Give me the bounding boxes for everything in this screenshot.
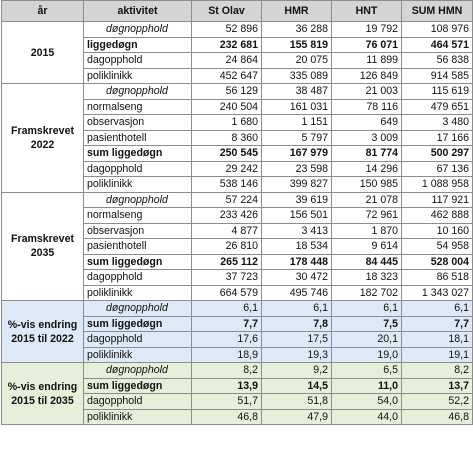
activity-cell: sum liggedøgn — [84, 316, 192, 332]
st-olav-cell: 57 224 — [192, 192, 262, 208]
sum-hmn-cell: 7,7 — [402, 316, 473, 332]
activity-cell: dagopphold — [84, 161, 192, 177]
sum-hmn-cell: 462 888 — [402, 208, 473, 224]
st-olav-cell: 24 864 — [192, 53, 262, 69]
activity-cell: sum liggedøgn — [84, 254, 192, 270]
header-sum-hmn: SUM HMN — [402, 1, 473, 22]
hmr-cell: 39 619 — [262, 192, 332, 208]
sum-hmn-cell: 117 921 — [402, 192, 473, 208]
hmr-cell: 18 534 — [262, 239, 332, 255]
sum-hmn-cell: 8,2 — [402, 363, 473, 379]
group-label: %-vis endring 2015 til 2022 — [2, 301, 84, 363]
sum-hmn-cell: 54 958 — [402, 239, 473, 255]
st-olav-cell: 452 647 — [192, 68, 262, 84]
hnt-cell: 1 870 — [332, 223, 402, 239]
sum-hmn-cell: 19,1 — [402, 347, 473, 363]
hnt-cell: 78 116 — [332, 99, 402, 115]
activity-cell: liggedøgn — [84, 37, 192, 53]
st-olav-cell: 13,9 — [192, 378, 262, 394]
activity-cell: døgnopphold — [84, 192, 192, 208]
activity-cell: poliklinikk — [84, 68, 192, 84]
hnt-cell: 9 614 — [332, 239, 402, 255]
table-row — [2, 22, 473, 38]
st-olav-cell: 6,1 — [192, 301, 262, 317]
hnt-cell: 182 702 — [332, 285, 402, 301]
hnt-cell: 649 — [332, 115, 402, 131]
sum-hmn-cell: 67 136 — [402, 161, 473, 177]
hmr-cell: 161 031 — [262, 99, 332, 115]
st-olav-cell: 538 146 — [192, 177, 262, 193]
hmr-cell: 5 797 — [262, 130, 332, 146]
activity-cell: dagopphold — [84, 270, 192, 286]
header-st-olav: St Olav — [192, 1, 262, 22]
activity-cell: observasjon — [84, 223, 192, 239]
activity-cell: døgnopphold — [84, 84, 192, 100]
hmr-cell: 399 827 — [262, 177, 332, 193]
hnt-cell: 14 296 — [332, 161, 402, 177]
header-activity: aktivitet — [84, 1, 192, 22]
group-label: %-vis endring 2015 til 2035 — [2, 363, 84, 425]
hmr-cell: 38 487 — [262, 84, 332, 100]
hmr-cell: 178 448 — [262, 254, 332, 270]
hnt-cell: 44,0 — [332, 409, 402, 425]
hmr-cell: 335 089 — [262, 68, 332, 84]
hnt-cell: 19 792 — [332, 22, 402, 38]
hnt-cell: 11 899 — [332, 53, 402, 69]
sum-hmn-cell: 10 160 — [402, 223, 473, 239]
sum-hmn-cell: 1 343 027 — [402, 285, 473, 301]
sum-hmn-cell: 18,1 — [402, 332, 473, 348]
hmr-cell: 51,8 — [262, 394, 332, 410]
st-olav-cell: 56 129 — [192, 84, 262, 100]
hmr-cell: 14,5 — [262, 378, 332, 394]
sum-hmn-cell: 500 297 — [402, 146, 473, 162]
header-hmr: HMR — [262, 1, 332, 22]
hmr-cell: 19,3 — [262, 347, 332, 363]
hnt-cell: 126 849 — [332, 68, 402, 84]
st-olav-cell: 232 681 — [192, 37, 262, 53]
table-body — [2, 22, 473, 425]
activity-table — [1, 0, 473, 425]
st-olav-cell: 7,7 — [192, 316, 262, 332]
st-olav-cell: 52 896 — [192, 22, 262, 38]
hmr-cell: 47,9 — [262, 409, 332, 425]
header-year: år — [2, 1, 84, 22]
hnt-cell: 6,1 — [332, 301, 402, 317]
hnt-cell: 7,5 — [332, 316, 402, 332]
group-label: Framskrevet 2035 — [2, 192, 84, 301]
table-row — [2, 363, 473, 379]
activity-cell: poliklinikk — [84, 177, 192, 193]
st-olav-cell: 250 545 — [192, 146, 262, 162]
hnt-cell: 21 078 — [332, 192, 402, 208]
hmr-cell: 155 819 — [262, 37, 332, 53]
activity-cell: pasienthotell — [84, 130, 192, 146]
sum-hmn-cell: 479 651 — [402, 99, 473, 115]
hmr-cell: 167 979 — [262, 146, 332, 162]
sum-hmn-cell: 86 518 — [402, 270, 473, 286]
activity-cell: observasjon — [84, 115, 192, 131]
hnt-cell: 19,0 — [332, 347, 402, 363]
header-hnt: HNT — [332, 1, 402, 22]
hmr-cell: 3 413 — [262, 223, 332, 239]
hnt-cell: 84 445 — [332, 254, 402, 270]
sum-hmn-cell: 528 004 — [402, 254, 473, 270]
hnt-cell: 81 774 — [332, 146, 402, 162]
group-label: 2015 — [2, 22, 84, 84]
group-label: Framskrevet 2022 — [2, 84, 84, 193]
hmr-cell: 495 746 — [262, 285, 332, 301]
hnt-cell: 76 071 — [332, 37, 402, 53]
sum-hmn-cell: 108 976 — [402, 22, 473, 38]
activity-cell: dagopphold — [84, 53, 192, 69]
st-olav-cell: 51,7 — [192, 394, 262, 410]
sum-hmn-cell: 56 838 — [402, 53, 473, 69]
activity-cell: poliklinikk — [84, 285, 192, 301]
st-olav-cell: 1 680 — [192, 115, 262, 131]
st-olav-cell: 17,6 — [192, 332, 262, 348]
sum-hmn-cell: 464 571 — [402, 37, 473, 53]
table-row — [2, 301, 473, 317]
activity-cell: dagopphold — [84, 332, 192, 348]
sum-hmn-cell: 914 585 — [402, 68, 473, 84]
activity-cell: sum liggedøgn — [84, 378, 192, 394]
hmr-cell: 7,8 — [262, 316, 332, 332]
hnt-cell: 20,1 — [332, 332, 402, 348]
st-olav-cell: 26 810 — [192, 239, 262, 255]
sum-hmn-cell: 6,1 — [402, 301, 473, 317]
hmr-cell: 30 472 — [262, 270, 332, 286]
activity-cell: døgnopphold — [84, 22, 192, 38]
sum-hmn-cell: 3 480 — [402, 115, 473, 131]
activity-cell: dagopphold — [84, 394, 192, 410]
hmr-cell: 23 598 — [262, 161, 332, 177]
st-olav-cell: 29 242 — [192, 161, 262, 177]
st-olav-cell: 8,2 — [192, 363, 262, 379]
hnt-cell: 11,0 — [332, 378, 402, 394]
activity-cell: døgnopphold — [84, 301, 192, 317]
sum-hmn-cell: 17 166 — [402, 130, 473, 146]
hnt-cell: 21 003 — [332, 84, 402, 100]
st-olav-cell: 8 360 — [192, 130, 262, 146]
hmr-cell: 1 151 — [262, 115, 332, 131]
st-olav-cell: 18,9 — [192, 347, 262, 363]
st-olav-cell: 4 877 — [192, 223, 262, 239]
hnt-cell: 3 009 — [332, 130, 402, 146]
hmr-cell: 9,2 — [262, 363, 332, 379]
activity-cell: poliklinikk — [84, 409, 192, 425]
sum-hmn-cell: 46,8 — [402, 409, 473, 425]
hnt-cell: 6,5 — [332, 363, 402, 379]
st-olav-cell: 233 426 — [192, 208, 262, 224]
st-olav-cell: 664 579 — [192, 285, 262, 301]
sum-hmn-cell: 1 088 958 — [402, 177, 473, 193]
table-row — [2, 192, 473, 208]
sum-hmn-cell: 52,2 — [402, 394, 473, 410]
activity-cell: normalseng — [84, 99, 192, 115]
hmr-cell: 6,1 — [262, 301, 332, 317]
st-olav-cell: 240 504 — [192, 99, 262, 115]
hnt-cell: 150 985 — [332, 177, 402, 193]
st-olav-cell: 265 112 — [192, 254, 262, 270]
hnt-cell: 72 961 — [332, 208, 402, 224]
activity-cell: pasienthotell — [84, 239, 192, 255]
st-olav-cell: 46,8 — [192, 409, 262, 425]
activity-cell: sum liggedøgn — [84, 146, 192, 162]
header-row — [2, 1, 473, 22]
hmr-cell: 156 501 — [262, 208, 332, 224]
activity-cell: poliklinikk — [84, 347, 192, 363]
hnt-cell: 18 323 — [332, 270, 402, 286]
activity-cell: normalseng — [84, 208, 192, 224]
table-row — [2, 84, 473, 100]
hmr-cell: 20 075 — [262, 53, 332, 69]
sum-hmn-cell: 13,7 — [402, 378, 473, 394]
hmr-cell: 17,5 — [262, 332, 332, 348]
sum-hmn-cell: 115 619 — [402, 84, 473, 100]
hnt-cell: 54,0 — [332, 394, 402, 410]
st-olav-cell: 37 723 — [192, 270, 262, 286]
hmr-cell: 36 288 — [262, 22, 332, 38]
activity-cell: døgnopphold — [84, 363, 192, 379]
